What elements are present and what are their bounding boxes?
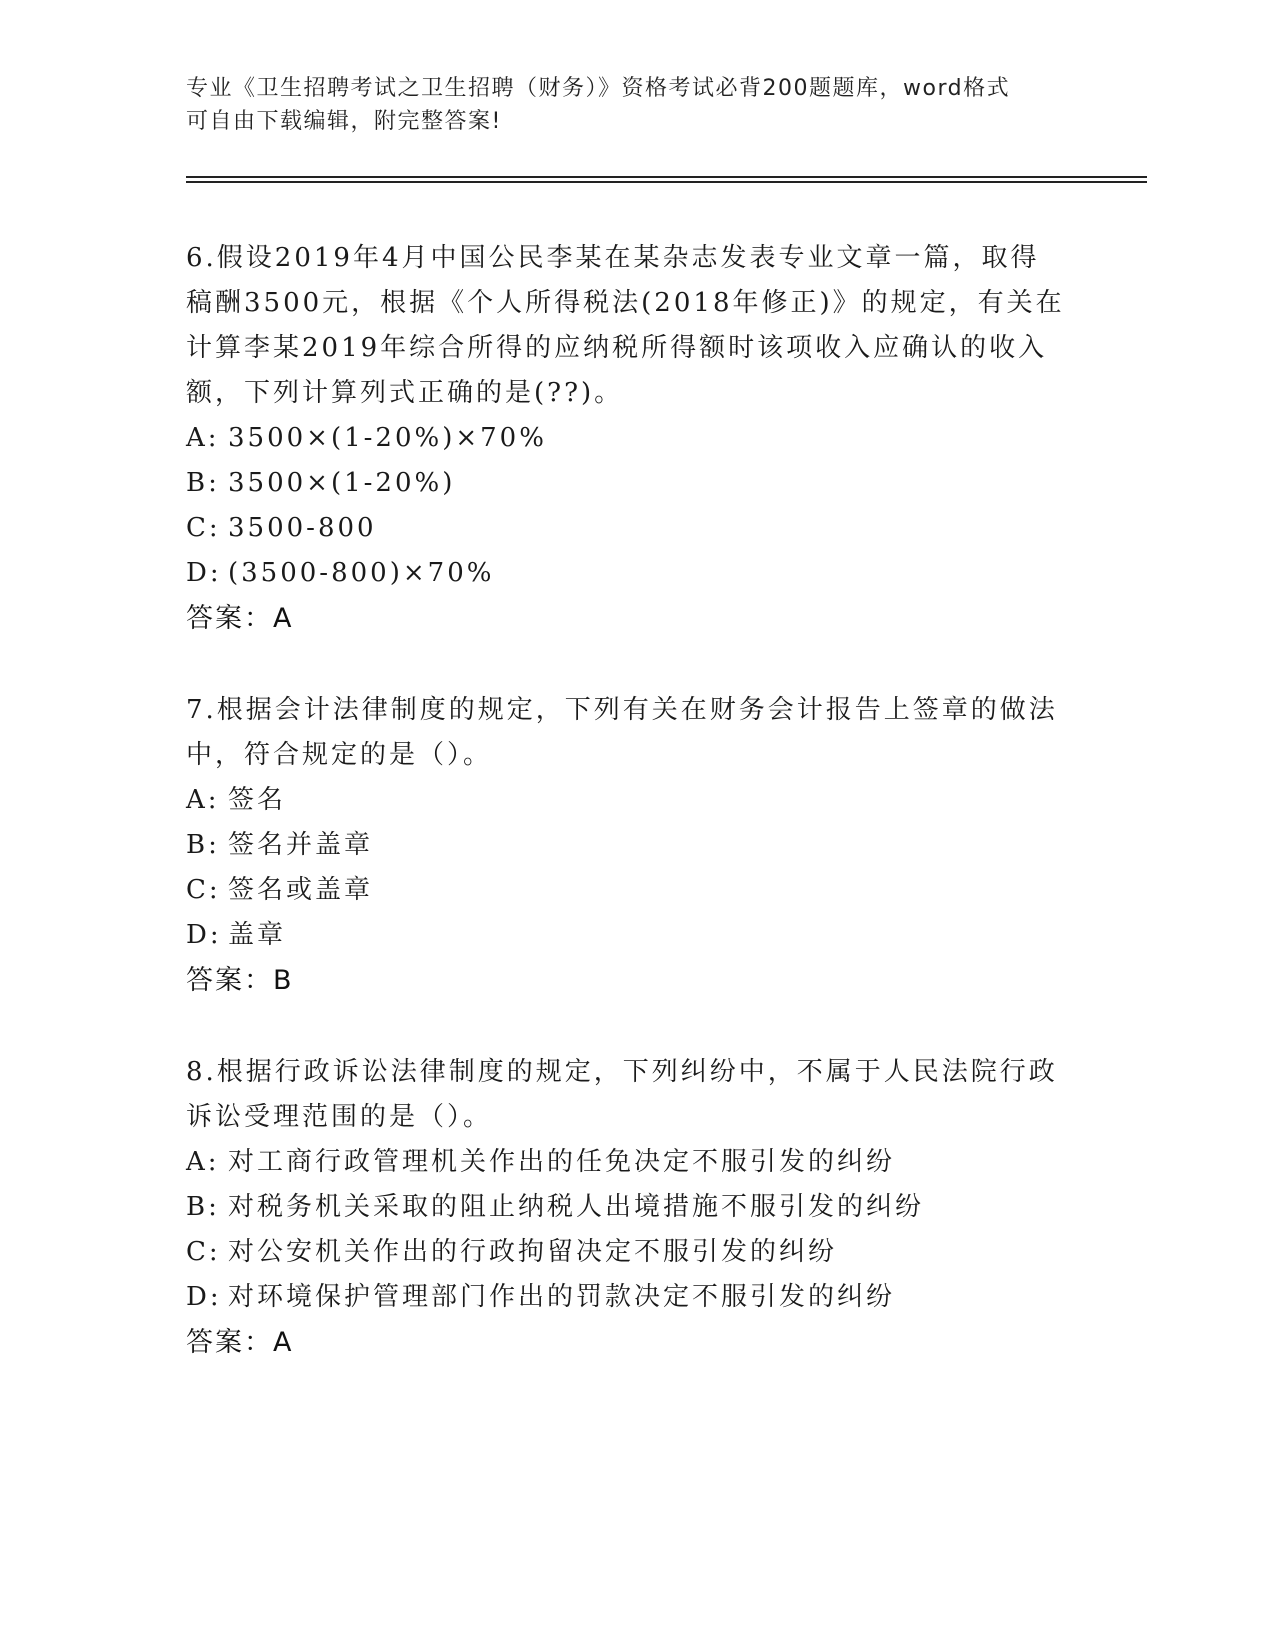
option-text: 盖章 [228,920,287,950]
document-header [186,72,1066,138]
question-stem: 7.根据会计法律制度的规定，下列有关在财务会计报告上签章的做法中，符合规定的是（）。 [186,695,1058,770]
option-text: 签名或盖章 [228,875,374,905]
option-letter: D: [186,558,222,588]
option-letter: A: [186,1147,220,1177]
option-b [186,1185,1086,1230]
answer-value: A [273,603,294,634]
answer-label: 答案： [186,1327,273,1358]
option-letter: C: [186,1237,221,1267]
option-text: 对公安机关作出的行政拘留决定不服引发的纠纷 [228,1237,838,1267]
question-stem: 8.根据行政诉讼法律制度的规定，下列纠纷中，不属于人民法院行政诉讼受理范围的是（）。 [186,1057,1058,1132]
option-letter: D: [186,920,222,950]
header-divider-bottom [186,181,1147,183]
option-text: 签名并盖章 [228,830,374,860]
header-line-1: 专业《卫生招聘考试之卫生招聘（财务）》资格考试必背200题题库，word格式 [186,76,1011,101]
question-6 [186,236,1086,642]
option-letter: A: [186,423,220,453]
option-letter: B: [186,1192,220,1222]
answer-line [186,958,1086,1004]
answer-value: B [273,965,294,996]
option-text: 对环境保护管理部门作出的罚款决定不服引发的纠纷 [228,1282,896,1312]
question-8 [186,1050,1086,1366]
answer-label: 答案： [186,603,273,634]
option-text: 3500×(1-20%)×70% [228,423,547,453]
option-a [186,778,1086,823]
option-letter: A: [186,785,220,815]
option-d [186,913,1086,958]
question-list [186,236,1086,1412]
header-divider-top [186,176,1147,178]
question-7 [186,688,1086,1004]
option-text: 对工商行政管理机关作出的任免决定不服引发的纠纷 [228,1147,896,1177]
option-d [186,1275,1086,1320]
option-text: 对税务机关采取的阻止纳税人出境措施不服引发的纠纷 [228,1192,925,1222]
option-b [186,461,1086,506]
option-text: (3500-800)×70% [228,558,495,588]
option-a [186,1140,1086,1185]
option-d [186,551,1086,596]
option-letter: B: [186,468,220,498]
option-text: 签名 [228,785,287,815]
question-stem: 6.假设2019年4月中国公民李某在某杂志发表专业文章一篇，取得稿酬3500元，根据《个人所得税法(2018年修正)》的规定，有关在计算李某2019年综合所得的应纳税所得额时该项收入应确认的收入额，下列计算列式正确的是(??)。 [186,243,1065,408]
option-c [186,506,1086,551]
answer-line [186,1320,1086,1366]
option-text: 3500×(1-20%) [228,468,456,498]
option-letter: C: [186,875,221,905]
option-letter: D: [186,1282,222,1312]
option-c [186,868,1086,913]
option-c [186,1230,1086,1275]
header-line-2: 可自由下载编辑，附完整答案! [186,109,502,134]
option-a [186,416,1086,461]
option-letter: B: [186,830,220,860]
answer-line [186,596,1086,642]
option-letter: C: [186,513,221,543]
answer-label: 答案： [186,965,273,996]
option-b [186,823,1086,868]
option-text: 3500-800 [228,513,377,543]
answer-value: A [273,1327,294,1358]
